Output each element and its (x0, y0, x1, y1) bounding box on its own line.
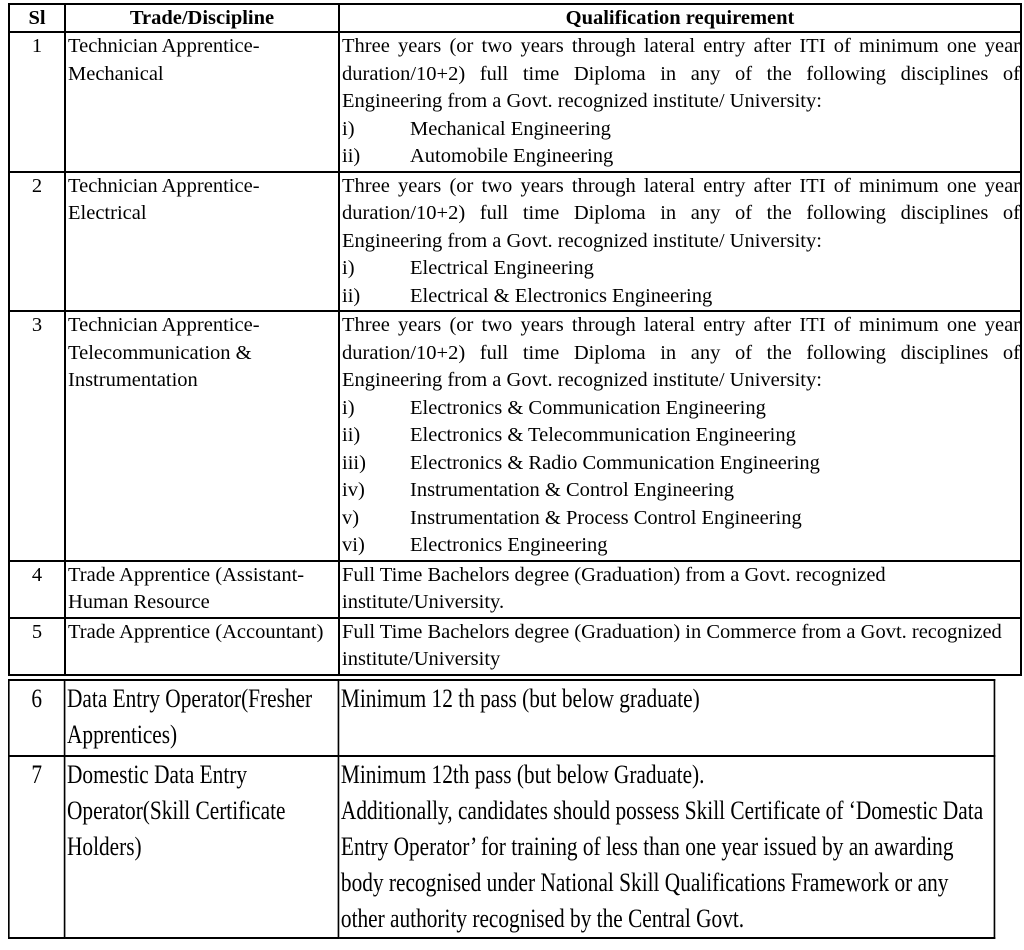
row-sl: 7 (9, 756, 65, 938)
row-sl: 4 (9, 561, 65, 618)
discipline-list (342, 395, 1020, 560)
table-row (9, 756, 995, 938)
qualification-table (8, 3, 1022, 676)
list-item: iv) Instrumentation & Control Engineering (342, 479, 734, 501)
list-item: i) Mechanical Engineering (342, 117, 611, 140)
table-row (9, 311, 1021, 561)
row-qualification (338, 756, 994, 938)
table-row (9, 618, 1021, 675)
table-header-row (9, 4, 1021, 32)
qualification-text: Three years (or two years through lateral entry after ITI of minimum one year duration/10+2) full time Diploma in any of the following disciplines of Engineering from a Govt. recognized institute/ University: (342, 314, 1020, 391)
discipline-list (342, 116, 1020, 171)
row-qualification (339, 172, 1021, 312)
row-sl: 2 (9, 172, 65, 312)
list-item: ii) Electrical & Electronics Engineering (342, 284, 713, 307)
row-qualification (339, 311, 1021, 561)
row-trade: Trade Apprentice (Assistant-Human Resource (65, 561, 339, 618)
row-sl: 1 (9, 32, 65, 172)
table-row (9, 680, 995, 756)
list-item: i) Electrical Engineering (342, 257, 594, 279)
table-row (9, 172, 1021, 312)
list-item: vi) Electronics Engineering (342, 534, 608, 556)
qualification-text: Three years (or two years through lateral entry after ITI of minimum one year duration/10+2) full time Diploma in any of the following disciplines of Engineering from a Govt. recognized institute/ University: (342, 35, 1020, 112)
qualification-text: Three years (or two years through lateral entry after ITI of minimum one year duration/10+2) full time Diploma in any of the following disciplines of Engineering from a Govt. recognized institute/ University: (342, 174, 1020, 252)
header-qualification: Qualification requirement (339, 4, 1021, 32)
header-sl: Sl (9, 4, 65, 32)
list-item: ii) Automobile Engineering (342, 145, 614, 167)
row-sl: 3 (9, 311, 65, 561)
row-trade: Technician Apprentice-Telecommunication & Instrumentation (65, 311, 339, 561)
list-item: v) Instrumentation & Process Control Engineering (342, 506, 802, 529)
table-row (9, 561, 1021, 618)
list-item: iii) Electronics & Radio Communication Engineering (342, 451, 820, 474)
qualification-line: Minimum 12th pass (but below Graduate). (340, 760, 705, 789)
row-sl: 6 (9, 680, 65, 756)
row-trade: Technician Apprentice-Mechanical (65, 32, 339, 172)
table-row (9, 32, 1021, 172)
qualification-line: Additionally, candidates should possess Skill Certificate of ‘Domestic Data Entry Operator’ for training of less than one year issued by an awarding body recognised under National Skill Qualifications Framework or any other authority recognised by the Central Govt. (340, 796, 984, 933)
qualification-line: Minimum 12 th pass (but below graduate) (340, 684, 700, 713)
list-item: i) Electronics & Communication Engineering (342, 396, 766, 419)
row-trade: Technician Apprentice-Electrical (65, 172, 339, 312)
data-entry-table (8, 679, 995, 939)
row-sl: 5 (9, 618, 65, 675)
row-qualification: Full Time Bachelors degree (Graduation) from a Govt. recognized institute/University. (339, 561, 1021, 618)
row-qualification: Full Time Bachelors degree (Graduation) in Commerce from a Govt. recognized institute/University (339, 618, 1021, 675)
row-trade: Domestic Data Entry Operator(Skill Certificate Holders) (65, 756, 339, 938)
list-item: ii) Electronics & Telecommunication Engineering (342, 424, 796, 446)
row-qualification (338, 680, 994, 756)
row-trade: Data Entry Operator(Fresher Apprentices) (65, 680, 339, 756)
row-trade: Trade Apprentice (Accountant) (65, 618, 339, 675)
row-qualification (339, 32, 1021, 172)
header-trade: Trade/Discipline (65, 4, 339, 32)
discipline-list (342, 255, 1020, 310)
